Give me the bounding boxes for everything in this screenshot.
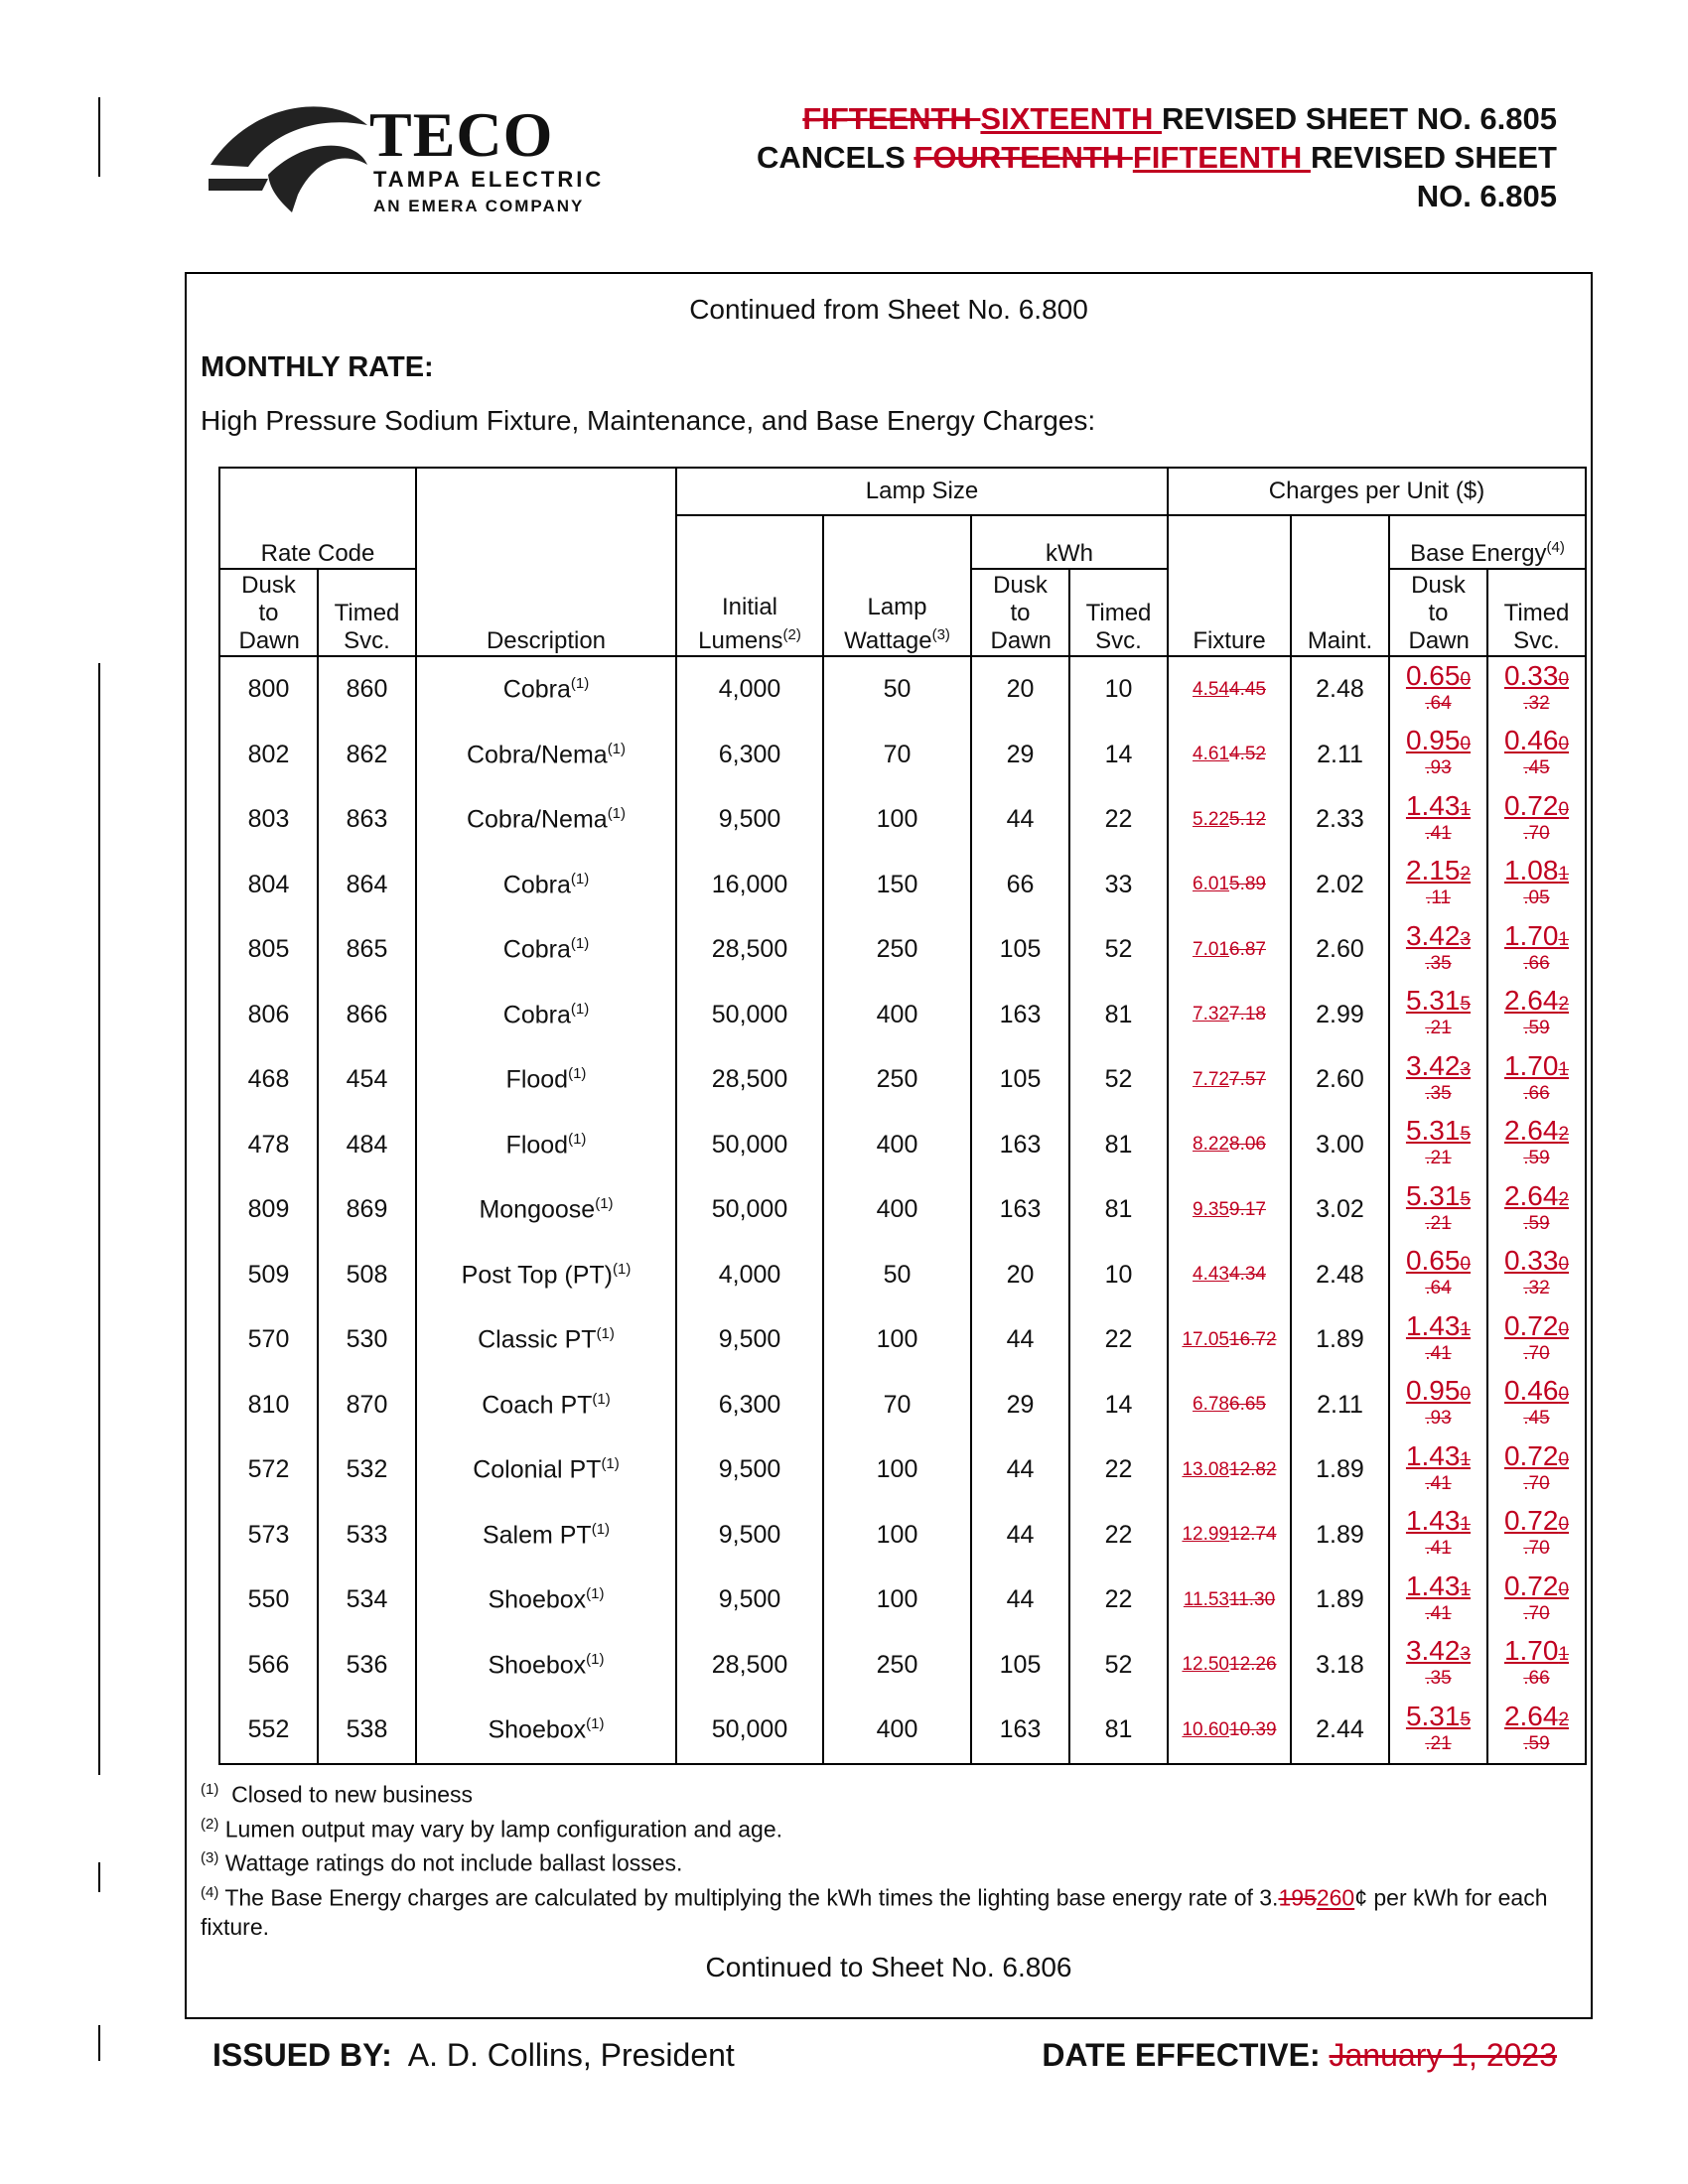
base-energy-dusk-cell: 5.315 .21: [1389, 1698, 1487, 1764]
maint-cell: 2.60: [1291, 917, 1389, 983]
lamp-wattage-cell: 50: [823, 1243, 971, 1308]
initial-lumens-cell: 28,500: [676, 1633, 823, 1699]
kwh-dusk-cell: 20: [971, 1243, 1069, 1308]
rates-table-body: [219, 656, 1586, 1764]
base-energy-timed-cell: 0.720 .70: [1487, 1503, 1586, 1569]
initial-lumens-cell: 50,000: [676, 983, 823, 1048]
rate-dusk-header: Dusk to Dawn: [219, 569, 318, 656]
table-row: [219, 656, 1586, 723]
revision-bar: [98, 2025, 100, 2061]
initial-lumens-cell: 50,000: [676, 1698, 823, 1764]
sheet-header-line3: NO. 6.805: [1416, 179, 1557, 213]
lamp-wattage-cell: 70: [823, 1373, 971, 1438]
base-energy-timed-cell: 2.642 .59: [1487, 1698, 1586, 1764]
maint-cell: 2.60: [1291, 1047, 1389, 1113]
initial-lumens-cell: 6,300: [676, 723, 823, 788]
fixture-cell: 5.225.12: [1168, 787, 1291, 853]
table-row: [219, 1047, 1586, 1113]
maint-cell: 2.99: [1291, 983, 1389, 1048]
lamp-wattage-cell: 100: [823, 1568, 971, 1633]
rate-code-dusk: 572: [219, 1437, 318, 1503]
initial-lumens-cell: 4,000: [676, 656, 823, 723]
base-energy-timed-cell: 2.642 .59: [1487, 1113, 1586, 1178]
lamp-wattage-cell: 250: [823, 917, 971, 983]
kwh-dusk-cell: 105: [971, 1047, 1069, 1113]
kwh-timed-cell: 22: [1069, 1307, 1168, 1373]
section-title: High Pressure Sodium Fixture, Maintenance, and Base Energy Charges:: [201, 405, 1096, 436]
kwh-timed-header: Timed Svc.: [1069, 569, 1168, 656]
rate-code-timed: 860: [318, 656, 416, 723]
initial-lumens-cell: 28,500: [676, 917, 823, 983]
initial-lumens-cell: 50,000: [676, 1113, 823, 1178]
base-energy-dusk-cell: 5.315 .21: [1389, 983, 1487, 1048]
base-energy-timed-cell: 2.642 .59: [1487, 1177, 1586, 1243]
base-energy-dusk-cell: 1.431 .41: [1389, 1503, 1487, 1569]
rate-code-dusk: 468: [219, 1047, 318, 1113]
kwh-dusk-cell: 163: [971, 1177, 1069, 1243]
base-energy-dusk-cell: 5.315 .21: [1389, 1177, 1487, 1243]
maint-cell: 2.11: [1291, 723, 1389, 788]
tariff-content-box: [185, 272, 1593, 2019]
rate-code-dusk: 552: [219, 1698, 318, 1764]
rate-code-dusk: 809: [219, 1177, 318, 1243]
rate-code-timed: 508: [318, 1243, 416, 1308]
lamp-wattage-cell: 70: [823, 723, 971, 788]
rate-code-timed: 863: [318, 787, 416, 853]
rate-code-timed: 864: [318, 853, 416, 918]
rate-code-timed: 866: [318, 983, 416, 1048]
kwh-dusk-cell: 66: [971, 853, 1069, 918]
table-row: [219, 1698, 1586, 1764]
lamp-wattage-cell: 400: [823, 1113, 971, 1178]
base-energy-dusk-cell: 0.650 .64: [1389, 656, 1487, 723]
base-energy-timed-cell: 0.720 .70: [1487, 1307, 1586, 1373]
kwh-timed-cell: 33: [1069, 853, 1168, 918]
kwh-timed-cell: 81: [1069, 1177, 1168, 1243]
rate-code-dusk: 550: [219, 1568, 318, 1633]
rate-code-timed: 484: [318, 1113, 416, 1178]
rate-code-timed: 870: [318, 1373, 416, 1438]
rate-timed-header: Timed Svc.: [318, 569, 416, 656]
fixture-cell: 4.544.45: [1168, 656, 1291, 723]
be-dusk-header: Dusk to Dawn: [1389, 569, 1487, 656]
description-cell: Colonial PT$^{(1)}$: [416, 1437, 676, 1503]
description-cell: Cobra/Nema$^{(1)}$: [416, 787, 676, 853]
rate-code-timed: 869: [318, 1177, 416, 1243]
fixture-cell: 7.727.57: [1168, 1047, 1291, 1113]
initial-lumens-header: Initial Lumens$^{(2)}$: [676, 515, 823, 656]
base-energy-dusk-cell: 0.650 .64: [1389, 1243, 1487, 1308]
kwh-timed-cell: 52: [1069, 1633, 1168, 1699]
rate-code-dusk: 802: [219, 723, 318, 788]
maint-cell: 2.48: [1291, 656, 1389, 723]
base-energy-timed-cell: 1.081 .05: [1487, 853, 1586, 918]
description-cell: Cobra$^{(1)}$: [416, 917, 676, 983]
table-row: [219, 1437, 1586, 1503]
rate-code-dusk: 478: [219, 1113, 318, 1178]
base-energy-dusk-cell: 1.431 .41: [1389, 787, 1487, 853]
initial-lumens-cell: 9,500: [676, 1568, 823, 1633]
base-energy-timed-cell: 1.701 .66: [1487, 1047, 1586, 1113]
rate-code-dusk: 806: [219, 983, 318, 1048]
kwh-timed-cell: 14: [1069, 723, 1168, 788]
logo-subtitle: TAMPA ELECTRIC: [373, 167, 605, 192]
logo-tagline: AN EMERA COMPANY: [373, 197, 585, 215]
kwh-timed-cell: 22: [1069, 1568, 1168, 1633]
fixture-cell: 6.015.89: [1168, 853, 1291, 918]
kwh-header: kWh: [971, 515, 1168, 569]
description-cell: Shoebox$^{(1)}$: [416, 1568, 676, 1633]
kwh-timed-cell: 81: [1069, 983, 1168, 1048]
fixture-cell: 8.228.06: [1168, 1113, 1291, 1178]
lamp-wattage-header: Lamp Wattage$^{(3)}$: [823, 515, 971, 656]
kwh-dusk-cell: 44: [971, 787, 1069, 853]
table-row: [219, 1633, 1586, 1699]
base-energy-dusk-cell: 5.315 .21: [1389, 1113, 1487, 1178]
maint-header: Maint.: [1291, 515, 1389, 656]
description-cell: Shoebox$^{(1)}$: [416, 1633, 676, 1699]
revision-bar: [98, 1862, 100, 1892]
base-energy-timed-cell: 1.701 .66: [1487, 917, 1586, 983]
base-energy-dusk-cell: 3.423 .35: [1389, 917, 1487, 983]
maint-cell: 3.02: [1291, 1177, 1389, 1243]
sheet-header-line1: FIFTEENTH SIXTEENTH REVISED SHEET NO. 6.805: [802, 101, 1557, 136]
monthly-rate-heading: MONTHLY RATE:: [201, 351, 434, 383]
base-energy-timed-cell: 0.460 .45: [1487, 723, 1586, 788]
fixture-cell: 12.5012.26: [1168, 1633, 1291, 1699]
rate-code-dusk: 804: [219, 853, 318, 918]
base-energy-timed-cell: 0.720 .70: [1487, 1437, 1586, 1503]
base-energy-dusk-cell: 0.950 .93: [1389, 1373, 1487, 1438]
rate-code-timed: 536: [318, 1633, 416, 1699]
description-cell: Flood$^{(1)}$: [416, 1113, 676, 1178]
lamp-wattage-cell: 50: [823, 656, 971, 723]
description-cell: Shoebox$^{(1)}$: [416, 1698, 676, 1764]
maint-cell: 2.33: [1291, 787, 1389, 853]
table-row: [219, 1307, 1586, 1373]
description-cell: Cobra$^{(1)}$: [416, 983, 676, 1048]
base-energy-timed-cell: 0.720 .70: [1487, 1568, 1586, 1633]
description-cell: Cobra$^{(1)}$: [416, 656, 676, 723]
fixture-cell: 7.327.18: [1168, 983, 1291, 1048]
description-cell: Cobra/Nema$^{(1)}$: [416, 723, 676, 788]
lamp-wattage-cell: 100: [823, 1307, 971, 1373]
rate-code-dusk: 570: [219, 1307, 318, 1373]
description-cell: Flood$^{(1)}$: [416, 1047, 676, 1113]
description-cell: Mongoose$^{(1)}$: [416, 1177, 676, 1243]
continued-from: Continued from Sheet No. 6.800: [689, 294, 1088, 325]
kwh-timed-cell: 10: [1069, 656, 1168, 723]
kwh-timed-cell: 22: [1069, 1503, 1168, 1569]
base-energy-dusk-cell: 3.423 .35: [1389, 1047, 1487, 1113]
rate-code-dusk: 800: [219, 656, 318, 723]
rate-code-dusk: 805: [219, 917, 318, 983]
description-cell: Post Top (PT)$^{(1)}$: [416, 1243, 676, 1308]
base-energy-timed-cell: 0.720 .70: [1487, 787, 1586, 853]
charges-header: Charges per Unit ($): [1168, 468, 1586, 515]
fixture-cell: 12.9912.74: [1168, 1503, 1291, 1569]
fixture-cell: 17.0516.72: [1168, 1307, 1291, 1373]
kwh-timed-cell: 14: [1069, 1373, 1168, 1438]
base-energy-dusk-cell: 1.431 .41: [1389, 1307, 1487, 1373]
maint-cell: 2.48: [1291, 1243, 1389, 1308]
maint-cell: 2.44: [1291, 1698, 1389, 1764]
logo-wordmark: TECO: [369, 99, 554, 170]
initial-lumens-cell: 9,500: [676, 1307, 823, 1373]
maint-cell: 3.00: [1291, 1113, 1389, 1178]
lamp-wattage-cell: 100: [823, 1503, 971, 1569]
base-energy-timed-cell: 0.330 .32: [1487, 1243, 1586, 1308]
table-row: [219, 1243, 1586, 1308]
date-effective: DATE EFFECTIVE: January 1, 2023: [1042, 2037, 1557, 2073]
rate-code-dusk: 509: [219, 1243, 318, 1308]
footnote-2: $^{(2)}$ Lumen output may vary by lamp configuration and age.: [201, 1815, 783, 1843]
table-row: [219, 853, 1586, 918]
footnote-1: $^{(1)}$ Closed to new business: [201, 1781, 474, 1808]
fixture-cell: 9.359.17: [1168, 1177, 1291, 1243]
sheet-header: [663, 99, 1557, 215]
rate-code-timed: 538: [318, 1698, 416, 1764]
base-energy-header: Base Energy$^{(4)}$: [1389, 515, 1586, 569]
kwh-dusk-header: Dusk to Dawn: [971, 569, 1069, 656]
lamp-wattage-cell: 400: [823, 1177, 971, 1243]
rate-code-timed: 862: [318, 723, 416, 788]
rate-code-timed: 532: [318, 1437, 416, 1503]
maint-cell: 2.11: [1291, 1373, 1389, 1438]
base-energy-timed-cell: 1.701 .66: [1487, 1633, 1586, 1699]
rate-code-dusk: 573: [219, 1503, 318, 1569]
description-cell: Cobra$^{(1)}$: [416, 853, 676, 918]
fixture-header: Fixture: [1168, 515, 1291, 656]
revision-bar: [98, 663, 100, 1775]
lamp-wattage-cell: 250: [823, 1047, 971, 1113]
kwh-timed-cell: 81: [1069, 1113, 1168, 1178]
table-row: [219, 983, 1586, 1048]
kwh-timed-cell: 52: [1069, 917, 1168, 983]
description-cell: Classic PT$^{(1)}$: [416, 1307, 676, 1373]
rate-code-timed: 865: [318, 917, 416, 983]
kwh-dusk-cell: 105: [971, 917, 1069, 983]
footnote-4: $^{(4)}$ The Base Energy charges are calculated by multiplying the kWh times the lighting base energy rate of 3.195260¢ per kWh for each fixture.: [201, 1883, 1548, 1940]
maint-cell: 3.18: [1291, 1633, 1389, 1699]
description-cell: Salem PT$^{(1)}$: [416, 1503, 676, 1569]
rate-code-timed: 454: [318, 1047, 416, 1113]
rate-code-dusk: 566: [219, 1633, 318, 1699]
maint-cell: 2.02: [1291, 853, 1389, 918]
base-energy-timed-cell: 0.460 .45: [1487, 1373, 1586, 1438]
maint-cell: 1.89: [1291, 1568, 1389, 1633]
initial-lumens-cell: 9,500: [676, 1437, 823, 1503]
table-row: [219, 1568, 1586, 1633]
kwh-dusk-cell: 44: [971, 1437, 1069, 1503]
lamp-wattage-cell: 400: [823, 1698, 971, 1764]
kwh-timed-cell: 81: [1069, 1698, 1168, 1764]
kwh-dusk-cell: 44: [971, 1568, 1069, 1633]
kwh-dusk-cell: 20: [971, 656, 1069, 723]
table-row: [219, 1177, 1586, 1243]
sheet-header-line2: CANCELS FOURTEENTH FIFTEENTH REVISED SHEET: [756, 140, 1557, 175]
kwh-dusk-cell: 105: [971, 1633, 1069, 1699]
rate-code-timed: 530: [318, 1307, 416, 1373]
lamp-size-header: Lamp Size: [676, 468, 1168, 515]
kwh-dusk-cell: 163: [971, 1698, 1069, 1764]
table-row: [219, 1503, 1586, 1569]
table-row: [219, 787, 1586, 853]
rate-code-dusk: 810: [219, 1373, 318, 1438]
lamp-wattage-cell: 100: [823, 1437, 971, 1503]
rates-table: [218, 467, 1587, 1765]
kwh-timed-cell: 52: [1069, 1047, 1168, 1113]
base-energy-dusk-cell: 3.423 .35: [1389, 1633, 1487, 1699]
fixture-cell: 4.614.52: [1168, 723, 1291, 788]
maint-cell: 1.89: [1291, 1437, 1389, 1503]
base-energy-timed-cell: 2.642 .59: [1487, 983, 1586, 1048]
table-row: [219, 1373, 1586, 1438]
initial-lumens-cell: 50,000: [676, 1177, 823, 1243]
fixture-cell: 6.786.65: [1168, 1373, 1291, 1438]
footnotes: [201, 1775, 1571, 1942]
lamp-wattage-cell: 250: [823, 1633, 971, 1699]
base-energy-timed-cell: 0.330 .32: [1487, 656, 1586, 723]
fixture-cell: 4.434.34: [1168, 1243, 1291, 1308]
initial-lumens-cell: 9,500: [676, 1503, 823, 1569]
base-energy-dusk-cell: 2.152 .11: [1389, 853, 1487, 918]
base-energy-dusk-cell: 1.431 .41: [1389, 1568, 1487, 1633]
rate-code-header: Rate Code: [219, 468, 416, 569]
initial-lumens-cell: 9,500: [676, 787, 823, 853]
kwh-dusk-cell: 29: [971, 723, 1069, 788]
kwh-dusk-cell: 163: [971, 1113, 1069, 1178]
rate-code-dusk: 803: [219, 787, 318, 853]
fixture-cell: 7.016.87: [1168, 917, 1291, 983]
base-energy-dusk-cell: 0.950 .93: [1389, 723, 1487, 788]
rate-code-timed: 534: [318, 1568, 416, 1633]
initial-lumens-cell: 28,500: [676, 1047, 823, 1113]
revision-bar: [98, 97, 100, 177]
kwh-dusk-cell: 44: [971, 1503, 1069, 1569]
description-header: Description: [416, 468, 676, 656]
kwh-dusk-cell: 44: [971, 1307, 1069, 1373]
footnote-3: $^{(3)}$ Wattage ratings do not include ballast losses.: [201, 1849, 683, 1876]
lamp-wattage-cell: 400: [823, 983, 971, 1048]
maint-cell: 1.89: [1291, 1307, 1389, 1373]
kwh-timed-cell: 22: [1069, 1437, 1168, 1503]
continued-to: Continued to Sheet No. 6.806: [705, 1952, 1072, 1982]
table-row: [219, 917, 1586, 983]
rate-code-timed: 533: [318, 1503, 416, 1569]
base-energy-dusk-cell: 1.431 .41: [1389, 1437, 1487, 1503]
table-row: [219, 723, 1586, 788]
kwh-timed-cell: 10: [1069, 1243, 1168, 1308]
lamp-wattage-cell: 150: [823, 853, 971, 918]
fixture-cell: 11.5311.30: [1168, 1568, 1291, 1633]
kwh-dusk-cell: 29: [971, 1373, 1069, 1438]
description-cell: Coach PT$^{(1)}$: [416, 1373, 676, 1438]
table-row: [219, 1113, 1586, 1178]
fixture-cell: 13.0812.82: [1168, 1437, 1291, 1503]
maint-cell: 1.89: [1291, 1503, 1389, 1569]
initial-lumens-cell: 4,000: [676, 1243, 823, 1308]
kwh-timed-cell: 22: [1069, 787, 1168, 853]
initial-lumens-cell: 6,300: [676, 1373, 823, 1438]
kwh-dusk-cell: 163: [971, 983, 1069, 1048]
initial-lumens-cell: 16,000: [676, 853, 823, 918]
be-timed-header: Timed Svc.: [1487, 569, 1586, 656]
lamp-wattage-cell: 100: [823, 787, 971, 853]
issued-by: ISSUED BY: A. D. Collins, President: [212, 2037, 735, 2073]
fixture-cell: 10.6010.39: [1168, 1698, 1291, 1764]
